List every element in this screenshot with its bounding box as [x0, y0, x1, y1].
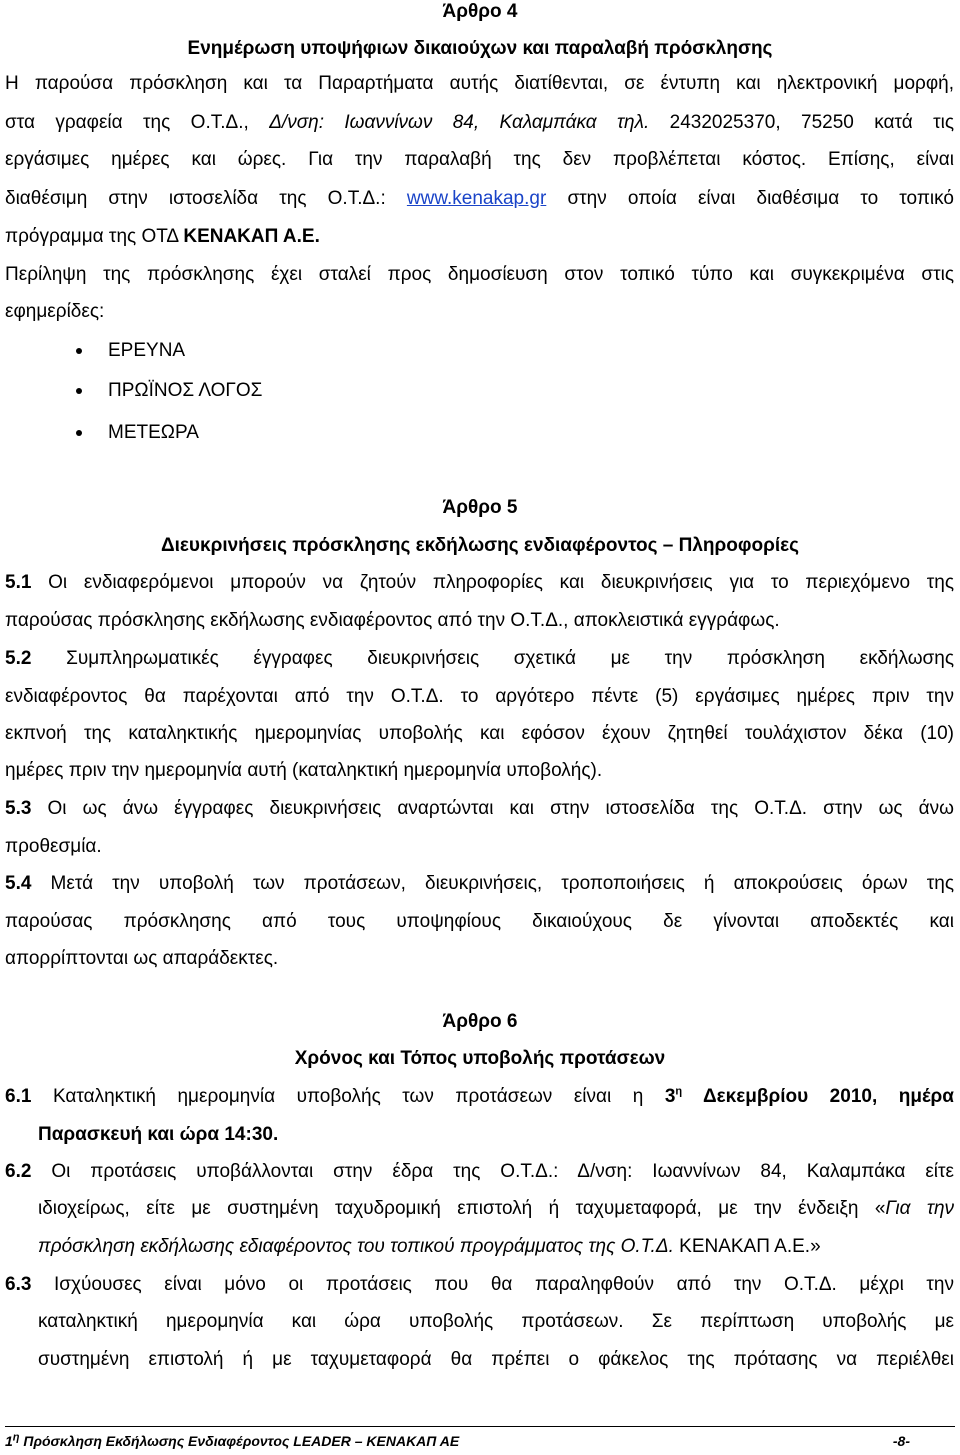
paragraph-line: 5.3 Οι ως άνω έγγραφες διευκρινήσεις αναρτώνται και στην ιστοσελίδα της Ο.Τ.Δ. στην ως άνω — [5, 798, 954, 819]
page-number: -8- — [892, 1433, 910, 1449]
paragraph-line: 6.3 Ισχύουσες είναι μόνο οι προτάσεις που θα παραληφθούν από την Ο.Τ.Δ. μέχρι την — [5, 1274, 954, 1295]
paragraph-line: παρούσας πρόσκλησης από τους υποψηφίους δικαιούχους δε γίνονται αποδεκτές και — [5, 911, 954, 932]
paragraph-line: Παρασκευή και ώρα 14:30. — [38, 1124, 279, 1145]
paragraph-line: πρόγραμμα της ΟΤΔ ΚΕΝΑΚΑΠ Α.Ε. — [5, 226, 320, 247]
paragraph-line: απορρίπτονται ως απαράδεκτες. — [5, 948, 279, 969]
paragraph-line: εφημερίδες: — [5, 301, 105, 322]
paragraph-line: προθεσμία. — [5, 836, 102, 857]
article-4-title: Ενημέρωση υποψήφιων δικαιούχων και παραλαβή πρόσκλησης — [187, 38, 773, 59]
paragraph-line: καταληκτική ημερομηνία και ώρα υποβολής προτάσεων. Σε περίπτωση υποβολής με — [38, 1311, 954, 1332]
list-item: ΜΕΤΕΩΡΑ — [108, 422, 199, 443]
article-6-title: Χρόνος και Τόπος υποβολής προτάσεων — [294, 1048, 666, 1069]
bullet-icon — [76, 388, 82, 394]
list-item: ΠΡΩΪΝΟΣ ΛΟΓΟΣ — [108, 380, 263, 401]
paragraph-line: ιδιοχείρως, είτε με συστημένη ταχυδρομική επιστολή ή ταχυμεταφορά, με την ένδειξη «Για την — [38, 1198, 955, 1219]
paragraph-line: ημέρες πριν την ημερομηνία αυτή (καταληκτική ημερομηνία υποβολής). — [5, 760, 603, 781]
bullet-icon — [76, 430, 82, 436]
paragraph-line: στα γραφεία της Ο.Τ.Δ., Δ/νση: Ιωαννίνων 84, Καλαμπάκα τηλ. 2432025370, 75250 κατά τις — [5, 112, 954, 133]
website-link[interactable]: www.kenakap.gr — [406, 188, 547, 209]
paragraph-line: Η παρούσα πρόσκληση και τα Παραρτήματα αυτής διατίθενται, σε έντυπη και ηλεκτρονική μορφή, — [5, 73, 954, 94]
paragraph-line: 5.1 Οι ενδιαφερόμενοι μπορούν να ζητούν πληροφορίες και διευκρινήσεις για το περιεχόμενο της — [5, 572, 954, 593]
article-4-heading: Άρθρο 4 — [442, 1, 518, 22]
article-5-heading: Άρθρο 5 — [442, 497, 518, 518]
list-item: ΕΡΕΥΝΑ — [108, 340, 186, 361]
paragraph-line: 6.1 Καταληκτική ημερομηνία υποβολής των προτάσεων είναι η $3^\eta$ Δεκεμβρίου 2010, ημέρα — [5, 1085, 954, 1107]
paragraph-line: συστημένη επιστολή ή με ταχυμεταφορά θα πρέπει ο φάκελος της πρότασης να περιέλθει — [38, 1349, 954, 1370]
footer-divider — [5, 1426, 955, 1427]
paragraph-line: 6.2 Οι προτάσεις υποβάλλονται στην έδρα της Ο.Τ.Δ.: Δ/νση: Ιωαννίνων 84, Καλαμπάκα είτε — [5, 1161, 954, 1182]
article-5-title: Διευκρινήσεις πρόσκλησης εκδήλωσης ενδιαφέροντος – Πληροφορίες — [160, 535, 800, 556]
page-footer: $1^\eta$ Πρόσκληση Εκδήλωσης Ενδιαφέροντος LEADER – ΚΕΝΑΚΑΠ ΑΕ — [5, 1431, 460, 1449]
paragraph-line: 5.2 Συμπληρωματικές έγγραφες διευκρινήσεις σχετικά με την πρόσκληση εκδήλωσης — [5, 648, 954, 669]
bullet-icon — [76, 348, 82, 354]
article-6-heading: Άρθρο 6 — [442, 1011, 518, 1032]
paragraph-line: εκπνοή της καταληκτικής ημερομηνίας υποβολής και εφόσον έχουν ζητηθεί τουλάχιστον δέκα (10) — [5, 723, 954, 744]
paragraph-line: πρόσκληση εκδήλωσης εδιαφέροντος του τοπικού προγράμματος της Ο.Τ.Δ. ΚΕΝΑΚΑΠ Α.Ε.» — [38, 1236, 821, 1257]
paragraph-line: Περίληψη της πρόσκλησης έχει σταλεί προς δημοσίευση στον τοπικό τύπο και συγκεκριμένα στις — [5, 264, 954, 285]
paragraph-line: 5.4 Μετά την υποβολή των προτάσεων, διευκρινήσεις, τροποποιήσεις ή αποκρούσεις όρων της — [5, 873, 954, 894]
paragraph-line: ενδιαφέροντος θα παρέχονται από την Ο.Τ.Δ. το αργότερο πέντε (5) εργάσιμες ημέρες πριν την — [5, 686, 954, 707]
paragraph-line: διαθέσιμη στην ιστοσελίδα της Ο.Τ.Δ.: www.kenakap.gr στην οποία είναι διαθέσιμα το τοπικό — [5, 188, 954, 209]
paragraph-line: εργάσιμες ημέρες και ώρες. Για την παραλαβή της δεν προβλέπεται κόστος. Επίσης, είναι — [5, 149, 954, 170]
paragraph-line: παρούσας πρόσκλησης εκδήλωσης ενδιαφέροντος από την Ο.Τ.Δ., αποκλειστικά εγγράφως. — [5, 610, 780, 631]
